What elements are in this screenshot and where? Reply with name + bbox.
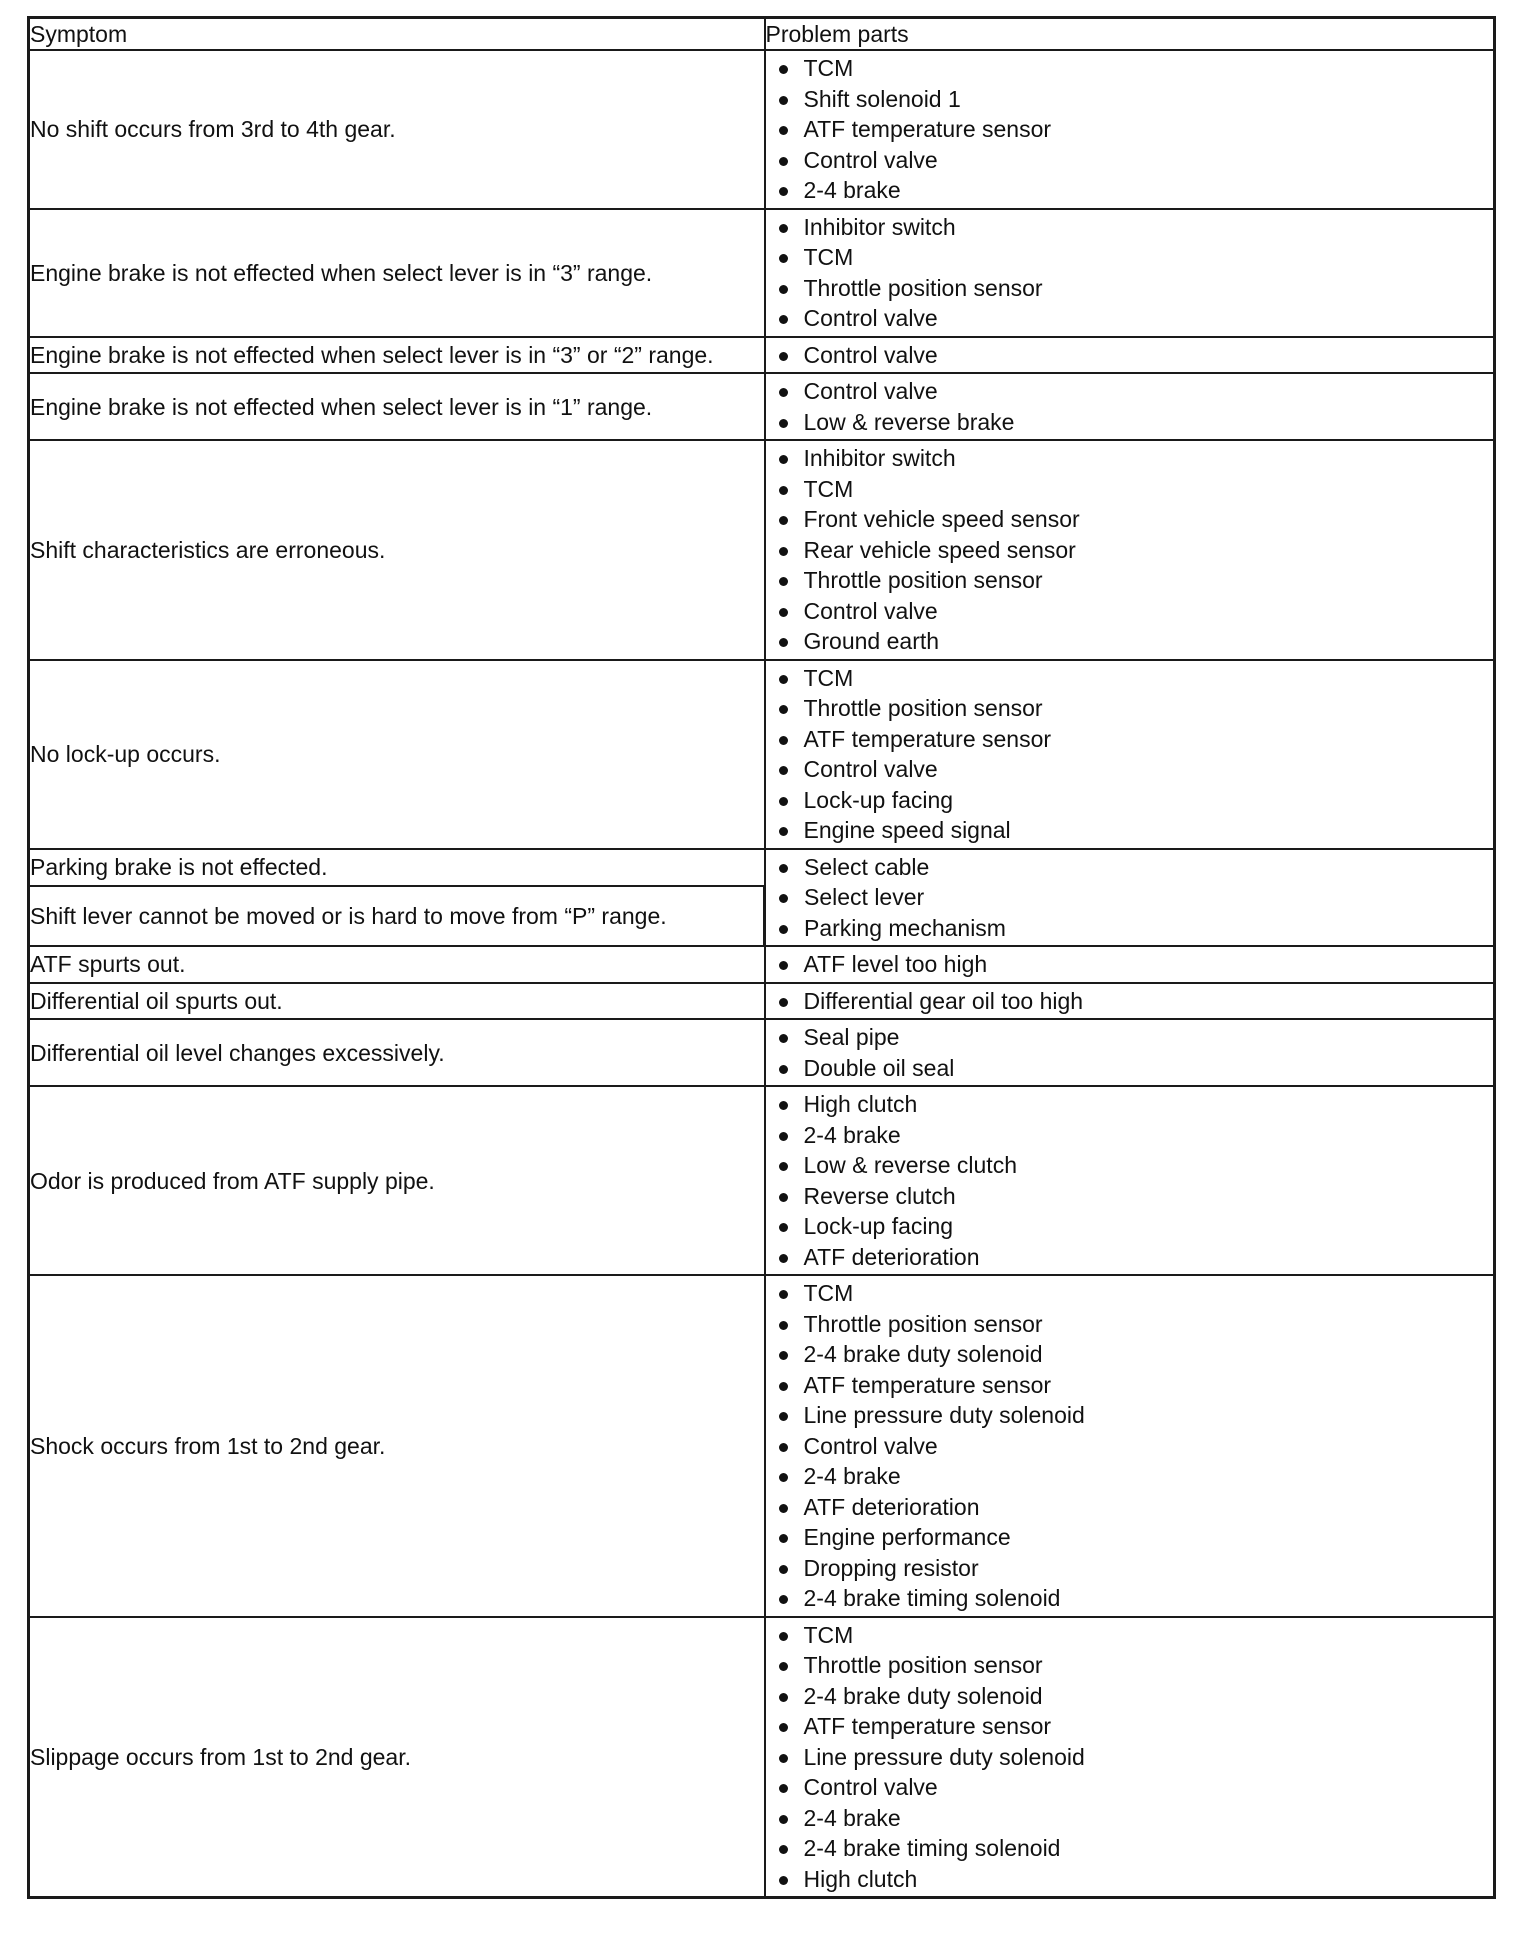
problem-parts-header: Problem parts — [765, 18, 1495, 51]
bullet-icon — [779, 157, 788, 166]
list-item — [776, 1211, 1494, 1242]
bullet-icon — [779, 705, 788, 714]
symptom-cell: Engine brake is not effected when select lever is in “3” or “2” range. — [29, 337, 765, 374]
bullet-icon — [779, 1565, 788, 1574]
problem-parts-cell — [765, 660, 1495, 849]
part-label: 2-4 brake duty solenoid — [803, 1682, 1043, 1709]
symptom-cell: Differential oil level changes excessively. — [29, 1019, 765, 1086]
part-label: Lock-up facing — [803, 786, 954, 813]
part-label: Control valve — [803, 1774, 938, 1800]
list-item — [776, 785, 1494, 816]
part-label: Low & reverse clutch — [803, 1152, 1017, 1178]
list-item — [776, 53, 1494, 84]
part-label: Control valve — [803, 341, 938, 368]
part-label: Parking mechanism — [804, 914, 1006, 941]
part-label: Seal pipe — [803, 1024, 900, 1050]
table-row — [29, 1086, 1495, 1275]
symptom-cell: Engine brake is not effected when select lever is in “1” range. — [29, 373, 765, 440]
bullet-icon — [779, 126, 788, 135]
symptom-cell: Shock occurs from 1st to 2nd gear. — [29, 1275, 765, 1617]
list-item — [776, 1150, 1494, 1181]
list-item — [776, 535, 1494, 566]
problem-parts-cell — [765, 50, 1495, 209]
list-item — [776, 145, 1494, 176]
table-row — [29, 373, 1495, 440]
bullet-icon — [779, 486, 788, 495]
part-label: Front vehicle speed sensor — [803, 506, 1080, 532]
part-label: Select lever — [804, 884, 925, 910]
part-label: Control valve — [803, 146, 938, 173]
part-label: Inhibitor switch — [803, 445, 956, 471]
part-label: Rear vehicle speed sensor — [803, 536, 1076, 563]
bullet-icon — [779, 1132, 788, 1141]
bullet-icon — [779, 516, 788, 525]
list-item — [776, 175, 1494, 206]
bullet-icon — [779, 1784, 788, 1793]
list-item — [776, 1803, 1494, 1834]
part-label: High clutch — [803, 1865, 918, 1892]
list-item — [776, 376, 1494, 407]
list-item — [776, 1370, 1494, 1401]
list-item — [776, 1120, 1494, 1151]
bullet-icon — [779, 1754, 788, 1763]
part-label: TCM — [803, 664, 854, 691]
list-item — [776, 1833, 1494, 1864]
list-item — [776, 913, 1493, 944]
bullet-icon — [779, 1662, 788, 1671]
part-label: Shift solenoid 1 — [803, 85, 961, 112]
list-item — [776, 273, 1494, 304]
part-label: 2-4 brake duty solenoid — [803, 1341, 1043, 1367]
bullet-icon — [779, 894, 788, 903]
list-item — [776, 1339, 1494, 1370]
bullet-icon — [779, 455, 788, 464]
bullet-icon — [779, 961, 788, 970]
part-label: 2-4 brake timing solenoid — [803, 1835, 1061, 1861]
list-item — [776, 474, 1494, 505]
bullet-icon — [779, 1595, 788, 1604]
bullet-icon — [779, 1632, 788, 1641]
bullet-icon — [779, 388, 788, 397]
table-row — [29, 209, 1495, 337]
list-item — [776, 1650, 1494, 1681]
parts-list — [766, 1276, 1494, 1616]
list-item — [776, 114, 1494, 145]
part-label: Low & reverse brake — [803, 408, 1015, 435]
part-label: Engine speed signal — [803, 817, 1011, 843]
bullet-icon — [779, 96, 788, 105]
table-row — [29, 337, 1495, 374]
list-item — [776, 84, 1494, 115]
symptom-cell: Odor is produced from ATF supply pipe. — [29, 1086, 765, 1275]
problem-parts-cell — [765, 1086, 1495, 1275]
part-label: Throttle position sensor — [803, 1310, 1043, 1337]
table-row — [29, 660, 1495, 849]
list-item — [776, 1711, 1494, 1742]
list-item — [776, 815, 1494, 846]
list-item — [776, 303, 1494, 334]
part-label: Select cable — [804, 853, 930, 880]
bullet-icon — [779, 1534, 788, 1543]
part-label: Lock-up facing — [803, 1213, 954, 1239]
part-label: ATF deterioration — [803, 1243, 980, 1270]
bullet-icon — [779, 1065, 788, 1074]
bullet-icon — [779, 1162, 788, 1171]
list-item — [776, 1461, 1494, 1492]
problem-parts-cell — [765, 209, 1495, 337]
bullet-icon — [779, 285, 788, 294]
parts-list — [766, 374, 1494, 439]
list-item — [776, 1089, 1494, 1120]
symptom-cell: Shift characteristics are erroneous. — [29, 440, 765, 660]
bullet-icon — [779, 675, 788, 684]
list-item — [776, 407, 1494, 438]
part-label: 2-4 brake — [803, 1804, 901, 1831]
bullet-icon — [779, 1193, 788, 1202]
bullet-icon — [779, 1412, 788, 1421]
bullet-icon — [779, 1351, 788, 1360]
symptom-cell: Engine brake is not effected when select lever is in “3” range. — [29, 209, 765, 337]
parts-list — [766, 1020, 1494, 1085]
bullet-icon — [779, 224, 788, 233]
part-label: Control valve — [803, 1432, 938, 1459]
part-label: ATF level too high — [803, 951, 988, 977]
list-item — [776, 852, 1493, 883]
part-label: ATF temperature sensor — [803, 1713, 1052, 1739]
part-label: TCM — [803, 1621, 854, 1648]
bullet-icon — [779, 827, 788, 836]
troubleshooting-sheet — [27, 16, 1493, 1899]
list-item — [776, 1181, 1494, 1212]
list-item — [776, 1553, 1494, 1584]
part-label: Control valve — [803, 756, 938, 782]
symptom-cell: Shift lever cannot be moved or is hard to move from “P” range. — [29, 886, 765, 946]
bullet-icon — [779, 766, 788, 775]
bullet-icon — [779, 315, 788, 324]
symptom-cell: No lock-up occurs. — [29, 660, 765, 849]
parts-list — [766, 984, 1494, 1019]
list-item — [776, 1022, 1494, 1053]
bullet-icon — [779, 638, 788, 647]
part-label: Dropping resistor — [803, 1554, 979, 1581]
list-item — [776, 663, 1494, 694]
bullet-icon — [779, 1723, 788, 1732]
list-item — [776, 1681, 1494, 1712]
bullet-icon — [779, 1876, 788, 1885]
problem-parts-cell — [765, 1275, 1495, 1617]
parts-list — [766, 947, 1494, 982]
symptom-parts-table — [27, 16, 1496, 1899]
parts-list — [766, 441, 1494, 659]
problem-parts-cell — [765, 946, 1495, 983]
part-label: Line pressure duty solenoid — [803, 1402, 1085, 1428]
part-label: Control valve — [803, 378, 938, 404]
bullet-icon — [779, 1321, 788, 1330]
part-label: Ground earth — [803, 628, 940, 654]
symptom-cell: Slippage occurs from 1st to 2nd gear. — [29, 1617, 765, 1898]
parts-list — [766, 1618, 1494, 1897]
parts-list — [766, 661, 1494, 848]
parts-list — [766, 210, 1494, 336]
problem-parts-cell — [765, 1019, 1495, 1086]
bullet-icon — [779, 65, 788, 74]
bullet-icon — [779, 736, 788, 745]
part-label: TCM — [803, 475, 854, 502]
part-label: ATF temperature sensor — [803, 1371, 1052, 1398]
header-row — [29, 18, 1495, 51]
bullet-icon — [779, 1101, 788, 1110]
parts-list — [766, 338, 1494, 373]
bullet-icon — [779, 1443, 788, 1452]
bullet-icon — [779, 419, 788, 428]
list-item — [776, 1242, 1494, 1273]
bullet-icon — [779, 1473, 788, 1482]
part-label: 2-4 brake timing solenoid — [803, 1585, 1061, 1611]
part-label: Line pressure duty solenoid — [803, 1743, 1085, 1770]
part-label: Throttle position sensor — [803, 1652, 1043, 1678]
list-item — [776, 212, 1494, 243]
symptom-cell: Differential oil spurts out. — [29, 983, 765, 1020]
bullet-icon — [779, 1223, 788, 1232]
table-row — [29, 440, 1495, 660]
problem-parts-cell — [765, 373, 1495, 440]
part-label: ATF temperature sensor — [803, 725, 1052, 752]
part-label: ATF deterioration — [803, 1493, 980, 1520]
list-item — [776, 1053, 1494, 1084]
list-item — [776, 596, 1494, 627]
list-item — [776, 565, 1494, 596]
part-label: Double oil seal — [803, 1054, 955, 1081]
bullet-icon — [779, 998, 788, 1007]
list-item — [776, 1431, 1494, 1462]
part-label: Differential gear oil too high — [803, 987, 1084, 1014]
part-label: Engine performance — [803, 1524, 1011, 1550]
list-item — [776, 242, 1494, 273]
part-label: Throttle position sensor — [803, 695, 1043, 721]
list-item — [776, 1620, 1494, 1651]
bullet-icon — [779, 608, 788, 617]
part-label: 2-4 brake — [803, 177, 901, 203]
part-label: Control valve — [803, 305, 938, 331]
list-item — [776, 1522, 1494, 1553]
part-label: TCM — [803, 244, 854, 270]
part-label: 2-4 brake — [803, 1463, 901, 1489]
list-item — [776, 1772, 1494, 1803]
bullet-icon — [779, 187, 788, 196]
bullet-icon — [779, 1254, 788, 1263]
list-item — [776, 1278, 1494, 1309]
list-item — [776, 626, 1494, 657]
list-item — [776, 504, 1494, 535]
bullet-icon — [779, 1845, 788, 1854]
list-item — [776, 340, 1494, 371]
problem-parts-cell — [765, 337, 1495, 374]
problem-parts-cell — [765, 983, 1495, 1020]
list-item — [776, 1492, 1494, 1523]
bullet-icon — [779, 1382, 788, 1391]
bullet-icon — [779, 1693, 788, 1702]
symptom-cell: ATF spurts out. — [29, 946, 765, 983]
symptom-cell: Parking brake is not effected. — [29, 849, 765, 886]
list-item — [776, 1309, 1494, 1340]
bullet-icon — [779, 547, 788, 556]
part-label: ATF temperature sensor — [803, 116, 1052, 142]
part-label: 2-4 brake — [803, 1121, 901, 1148]
list-item — [776, 754, 1494, 785]
part-label: Throttle position sensor — [803, 274, 1043, 301]
symptom-header: Symptom — [29, 18, 765, 51]
bullet-icon — [779, 1290, 788, 1299]
bullet-icon — [779, 1034, 788, 1043]
bullet-icon — [779, 864, 788, 873]
part-label: TCM — [803, 55, 854, 81]
problem-parts-cell — [765, 1617, 1495, 1898]
list-item — [776, 1742, 1494, 1773]
part-label: Reverse clutch — [803, 1182, 956, 1209]
table-row — [29, 983, 1495, 1020]
list-item — [776, 724, 1494, 755]
problem-parts-cell — [765, 849, 1495, 947]
table-row — [29, 1275, 1495, 1617]
part-label: High clutch — [803, 1091, 918, 1117]
bullet-icon — [779, 577, 788, 586]
parts-list — [766, 1087, 1494, 1274]
table-row — [29, 1617, 1495, 1898]
bullet-icon — [779, 925, 788, 934]
list-item — [776, 1400, 1494, 1431]
bullet-icon — [779, 1504, 788, 1513]
table-row — [29, 849, 1495, 886]
list-item — [776, 949, 1494, 980]
part-label: Throttle position sensor — [803, 567, 1043, 593]
part-label: Inhibitor switch — [803, 213, 956, 240]
list-item — [776, 882, 1493, 913]
list-item — [776, 693, 1494, 724]
part-label: TCM — [803, 1280, 854, 1306]
list-item — [776, 1864, 1494, 1895]
bullet-icon — [779, 352, 788, 361]
table-row — [29, 50, 1495, 209]
bullet-icon — [779, 1815, 788, 1824]
parts-list — [766, 850, 1493, 946]
bullet-icon — [779, 797, 788, 806]
part-label: Control valve — [803, 597, 938, 624]
bullet-icon — [779, 254, 788, 263]
list-item — [776, 443, 1494, 474]
table-row — [29, 1019, 1495, 1086]
parts-list — [766, 51, 1494, 208]
symptom-cell: No shift occurs from 3rd to 4th gear. — [29, 50, 765, 209]
list-item — [776, 986, 1494, 1017]
list-item — [776, 1583, 1494, 1614]
table-row — [29, 946, 1495, 983]
problem-parts-cell — [765, 440, 1495, 660]
